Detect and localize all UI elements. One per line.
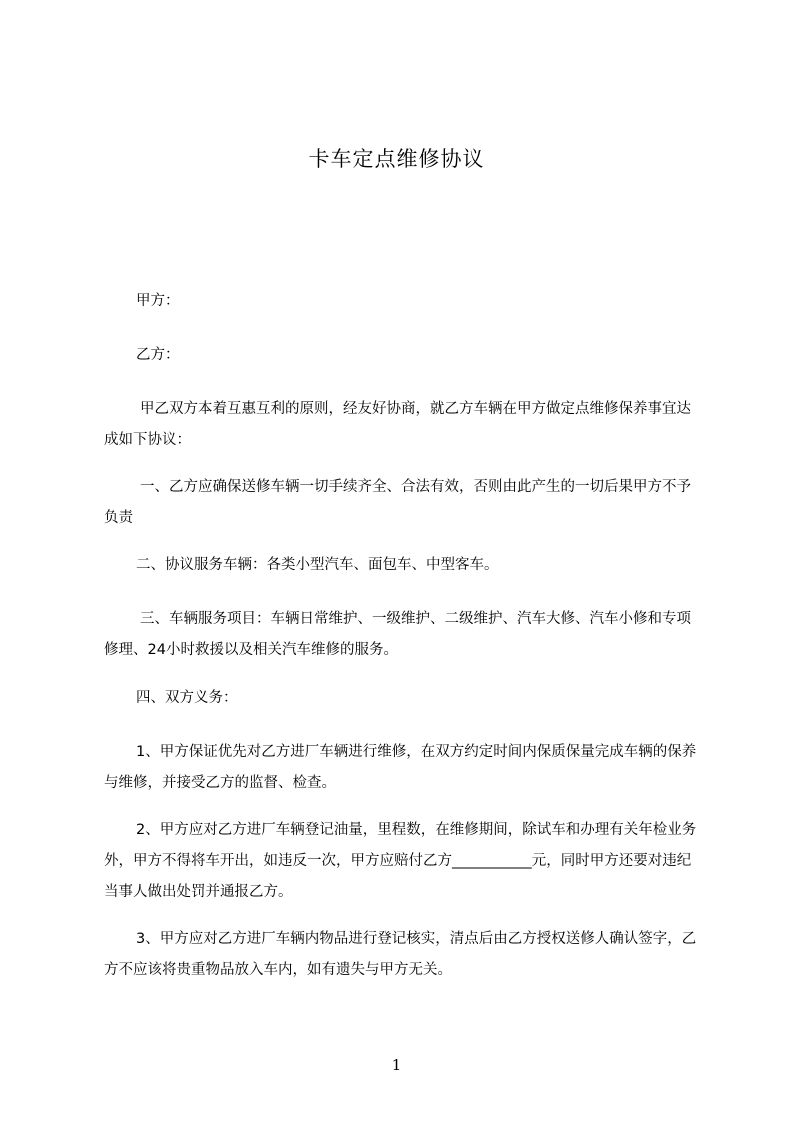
duty-item-2: 2、甲方应对乙方进厂车辆登记油量，里程数，在维修期间，除试车和办理有关年检业务外，甲方不得将车开出，如违反一次，甲方应赔付乙方___________元，同时甲方还要对违纪当事人做出处罚并通报乙方。 (104, 822, 697, 900)
party-a-line: 甲方： (136, 293, 180, 309)
page-number: 1 (391, 1056, 402, 1074)
duty-item-3: 3、甲方应对乙方进厂车辆内物品进行登记核实，清点后由乙方授权送修人确认签字，乙方不应该将贵重物品放入车内，如有遗失与甲方无关。 (104, 931, 697, 978)
party-b-line: 乙方： (136, 347, 180, 363)
clause-2: 二、协议服务车辆：各类小型汽车、面包车、中型客车。 (136, 557, 499, 573)
clause-3: 三、车辆服务项目：车辆日常维护、一级维护、二级维护、汽车大修、汽车小修和专项修理、24小时救援以及相关汽车维修的服务。 (104, 611, 691, 658)
clause-4: 四、双方义务： (136, 690, 238, 706)
duty-item-1: 1、甲方保证优先对乙方进厂车辆进行维修，在双方约定时间内保质保量完成车辆的保养与维修，并接受乙方的监督、检查。 (104, 744, 697, 791)
clause-1: 一、乙方应确保送修车辆一切手续齐全、合法有效，否则由此产生的一切后果甲方不予负责 (104, 479, 691, 526)
intro-paragraph: 甲乙双方本着互惠互利的原则，经友好协商，就乙方车辆在甲方做定点维修保养事宜达成如下协议： (104, 401, 691, 448)
document-title: 卡车定点维修协议 (308, 147, 485, 171)
